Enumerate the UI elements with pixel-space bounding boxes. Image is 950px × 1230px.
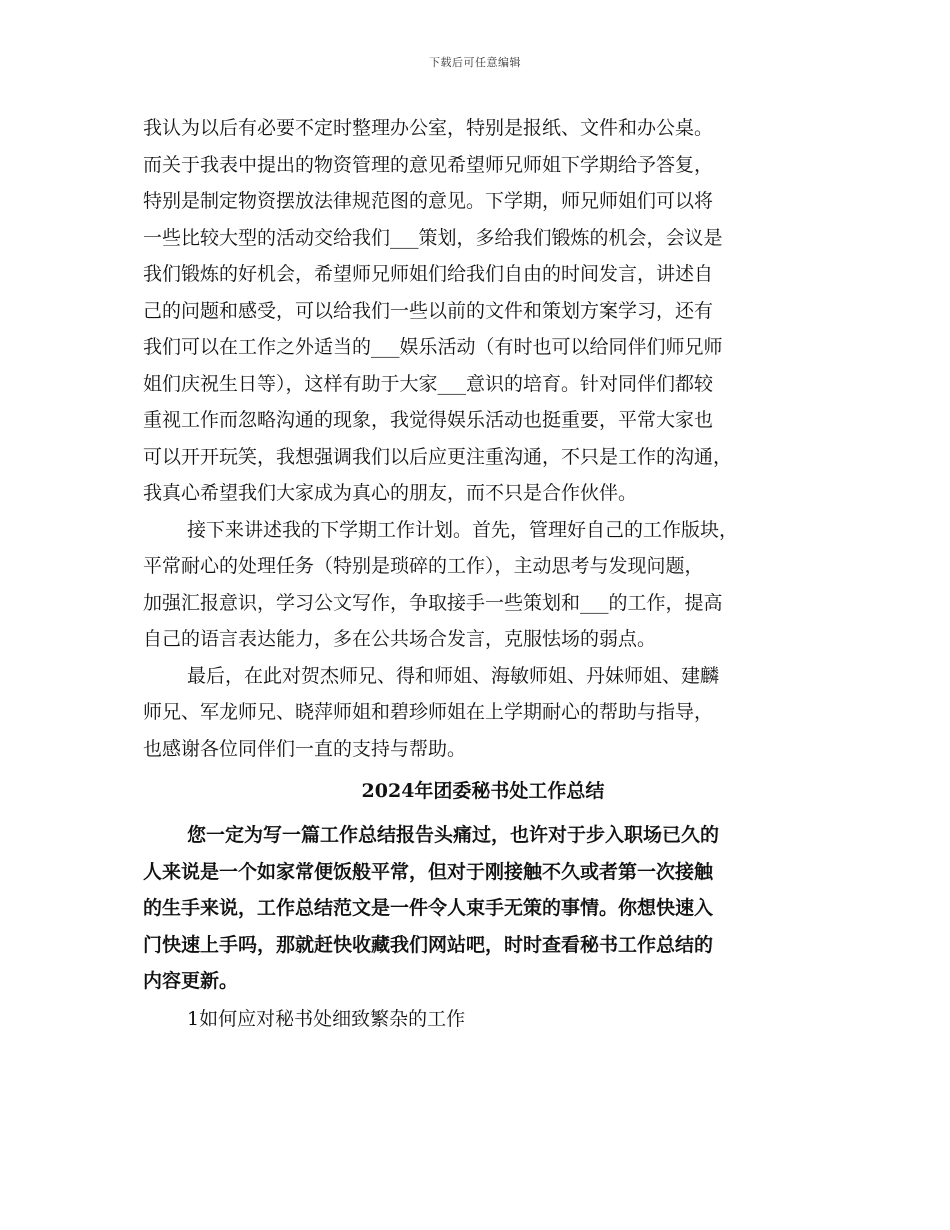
paragraph-office-suggestions [143, 110, 823, 512]
text-line: 己的问题和感受，可以给我们一些以前的文件和策划方案学习，还有 [143, 299, 714, 322]
paragraph-work-plan [143, 512, 823, 658]
text-line: 也感谢各位同伴们一直的支持与帮助。 [143, 737, 467, 760]
text-line: 重视工作而忽略沟通的现象，我觉得娱乐活动也挺重要，平常大家也 [143, 409, 714, 431]
text-line: 的生手来说，工作总结范文是一件令人束手无策的事情。你想快速入 [143, 897, 714, 919]
text-line: 最后，在此对贺杰师兄、得和师姐、海敏师姐、丹妹师姐、建麟 [187, 664, 720, 687]
text-line: 接下来讲述我的下学期工作计划。首先，管理好自己的工作版块， [187, 518, 739, 541]
text-line: 姐们庆祝生日等），这样有助于大家___意识的培育。针对同伴们都较 [143, 372, 714, 395]
text-line: 我真心希望我们大家成为真心的朋友，而不只是合作伙伴。 [143, 482, 638, 504]
sub-heading: 1如何应对秘书处细致繁杂的工作 [187, 1007, 466, 1030]
text-line: 您一定为写一篇工作总结报告头痛过，也许对于步入职场已久的 [187, 824, 720, 846]
text-line: 我认为以后有必要不定时整理办公室，特别是报纸、文件和办公桌。 [143, 117, 714, 139]
text-line: 内容更新。 [143, 970, 239, 992]
text-line: 我们锻炼的好机会，希望师兄师姐们给我们自由的时间发言，讲述自 [143, 263, 714, 285]
page-header: 下载后可任意编辑 [429, 56, 521, 69]
section-title: 2024年团委秘书处工作总结 [361, 780, 605, 802]
text-line: 人来说是一个如家常便饭般平常，但对于刚接触不久或者第一次接触 [143, 860, 714, 883]
text-line: 门快速上手吗，那就赶快收藏我们网站吧，时时查看秘书工作总结的 [143, 933, 714, 956]
text-line: 加强汇报意识，学习公文写作，争取接手一些策划和___的工作，提高 [143, 591, 723, 614]
text-line: 师兄、军龙师兄、晓萍师姐和碧珍师姐在上学期耐心的帮助与指导， [143, 701, 714, 723]
document-body [143, 110, 823, 1038]
paragraph-thanks [143, 658, 823, 768]
text-line: 而关于我表中提出的物资管理的意见希望师兄师姐下学期给予答复， [143, 153, 714, 176]
text-line: 特别是制定物资摆放法律规范图的意见。下学期，师兄师姐们可以将 [143, 190, 714, 212]
text-line: 自己的语言表达能力，多在公共场合发言，克服怯场的弱点。 [143, 628, 657, 650]
text-line: 可以开开玩笑，我想强调我们以后应更注重沟通，不只是工作的沟通， [143, 445, 733, 468]
text-line: 平常耐心的处理任务（特别是琐碎的工作），主动思考与发现问题， [143, 555, 704, 577]
text-line: 我们可以在工作之外适当的___娱乐活动（有时也可以给同伴们师兄师 [143, 336, 723, 358]
paragraph-intro [143, 817, 823, 1000]
text-line: 一些比较大型的活动交给我们___策划，多给我们锻炼的机会，会议是 [143, 226, 723, 249]
